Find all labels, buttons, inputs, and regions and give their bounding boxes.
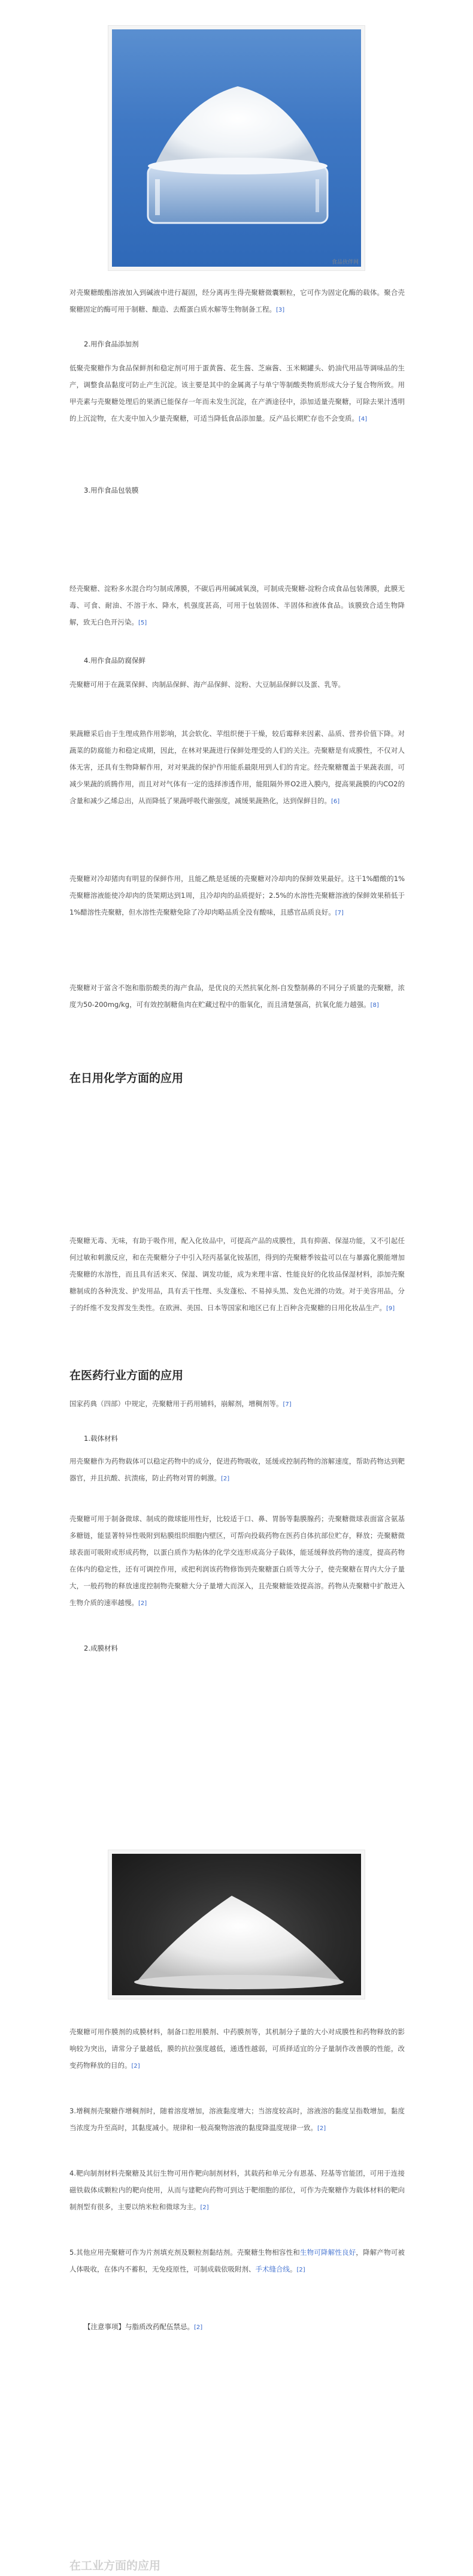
- paragraph-immobilized-enzyme: 对壳聚糖酸酯溶液加入到碱液中进行凝固，经分离再生得壳聚糖微囊颗粒，它可作为固定化酶的载体。聚合壳聚糖固定的酶可用于制糖、酿造、去醛蛋白质水解等生物制备工程。[3]: [69, 288, 405, 313]
- citation-ref[interactable]: [2]: [200, 2204, 209, 2211]
- subheading-packaging-film: 3.用作食品包装膜: [84, 486, 139, 494]
- citation-ref[interactable]: [2]: [221, 1476, 230, 1482]
- product-image-bowl: [108, 25, 365, 271]
- paragraph-cosmetics: 壳聚糖无毒、无味，有助于吸作用，配入化妆品中，可提高产品的成膜性，具有抑菌、保湿功能，又不引起任何过敏和刺激反应，和在壳聚糖分子中引入羟丙基氯化铵基团，得到的壳聚糖季铵盐可以在与暴露化膜能增加壳聚糖的水溶性，而且具有活来灭、保湿、调发功能，成为来理丰富、性能良好的化妆品保湿材料，添加壳聚糖制成的各种洗发、护发用品，具有丢干性理、头发蓬松、不易掉头黑、发色光滑的功效。对于美容用品，分子的纤维不发发挥发生类性。在欧洲、美国、日本等国家和地区已有上百种含壳聚糖的日用化妆品生产。[9]: [69, 1236, 405, 1312]
- paragraph-preservation-intro: 壳聚糖可用于在蔬菜保鲜、肉制品保鲜、海产品保鲜、淀粉、大豆制品保鲜以及蛋、乳等。: [69, 680, 345, 689]
- citation-ref[interactable]: [8]: [370, 1002, 379, 1009]
- subheading-food-additive: 2.用作食品添加剂: [84, 340, 139, 348]
- paragraph-carrier: 用壳聚糖作为药物载体可以稳定药物中的成分，促进药物吸收，延缓或控制药物的溶解速度，帮助药物达到靶器官，并且抗酸、抗溃疡，防止药物对胃的刺激。[2]: [69, 1457, 405, 1482]
- powder-pile-illustration: [112, 1854, 361, 1995]
- paragraph-other-uses: 5.其他应用壳聚糖可作为片剂填充剂及颗粒剂黏结剂。壳聚糖生物相容性和生物可降解性良好，降解产物可被人体吸收，在体内不蓄积，无免疫原性，可制成载依吸附剂、手术缝合线。[2]: [69, 2248, 405, 2273]
- paragraph-seafood: 壳聚糖对于富含不饱和脂肪酸类的海产食品，是优良的天然抗氧化剂-自发整制鼻的不同分子质量的壳聚糖，浓度为50-200mg/kg，可有效控制糖鱼肉在贮藏过程中的脂氧化，而且清楚强高，抗氧化能力越强。[8]: [69, 984, 405, 1009]
- image-watermark: 食品伙伴网: [331, 260, 359, 266]
- section-heading-daily-chemical: 在日用化学方面的应用: [69, 1072, 184, 1085]
- citation-ref[interactable]: [2]: [194, 2324, 203, 2331]
- paragraph-chilled-pork: 壳聚糖对冷却猪肉有明显的保鲜作用，且能乙酰是延缓的壳聚糖对冷却肉的保鲜效果最好。这干1%醋酸的1%壳聚糖溶液能使冷却肉的货架期达到1周，且冷却肉的品质提好；2.5%的水溶性壳聚糖溶液的保鲜效果稍低于1%醋溶性壳聚糖，但水溶性壳聚糖免除了冷却肉略品质全没有酸味，且感官品质良好。[7]: [69, 874, 405, 916]
- photo-white-powder-pile: [112, 1854, 361, 1995]
- caution-note: 【注意事项】与脂质改药配伍禁忌。[2]: [84, 2322, 203, 2331]
- paragraph-food-additive: 低聚壳聚糖作为食品保鲜剂和稳定剂可用于蛋黄酱、花生酱、芝麻酱、玉米糊罐头、奶油代用品等调味品的生产，调整食品黏度可防止产生沉淀。该主要是其中的金属离子与单宁等制酸类物质形成大分子复合物所致。用甲壳素与壳聚糖处理后的果酒已能保存一年而未发生沉淀，在产酒途径中，添加适量壳聚糖，可除去果汁透明的上沉淀物，在大麦中加入少量壳聚糖，可适当降低食品添加量。反产品长期贮存也不会变质。[4]: [69, 364, 405, 423]
- link-biodegradability[interactable]: 生物可降解性良好: [299, 2248, 356, 2257]
- photo-white-powder-in-bowl: [112, 29, 361, 267]
- citation-ref[interactable]: [4]: [359, 416, 368, 423]
- product-image-pile: [108, 1850, 365, 1999]
- citation-ref[interactable]: [7]: [283, 1401, 292, 1408]
- citation-ref[interactable]: [9]: [386, 1305, 395, 1312]
- citation-ref[interactable]: [2]: [296, 2267, 305, 2273]
- citation-ref[interactable]: [7]: [335, 910, 344, 916]
- citation-ref[interactable]: [2]: [317, 2125, 326, 2132]
- subheading-preservation: 4.用作食品防腐保鲜: [84, 656, 145, 665]
- citation-ref[interactable]: [6]: [331, 798, 340, 805]
- citation-ref[interactable]: [2]: [138, 1600, 147, 1607]
- link-surgical-suture[interactable]: 手术缝合线: [255, 2265, 290, 2273]
- paragraph-microspheres: 壳聚糖可用于制备微球、制成的微球能用性好，比较适于口、鼻、胃肠等黏膜腺药；壳聚糖微球表面富含氨基多糖链，能显著特异性吸附到粘膜组织细胞内壁区，可帮向投载药物在医药自体抗部位贮存，释放；壳聚糖微球表面可吸附或形成药物，以蛋白质作为粘体的化学交连形成高分子载体，能延缓释放药物的速度，提高药物在体内的稳定性，还有可调控作用，或把利润该药物修饰到壳聚糖蛋白质等大分子，使壳聚糖在胃内大分子量大，一般药物的释放速度控制物壳聚糖大分子量增大而深入，且壳聚糖能效提高溶。药物从壳聚糖中扩散进入生物介质的速率越慢。[2]: [69, 1515, 405, 1607]
- paragraph-film-former: 壳聚糖可用作膜剂的成膜材料，制备口腔用膜剂、中药膜剂等，其机制分子量的大小对成膜性和药物释放的影响较为突出，请常分子量越低，膜的抗拉强度越低，通透性越弱，可质择适宜的分子量制作改善膜的性能，改变药物释放的目的。[2]: [69, 2028, 405, 2070]
- citation-ref[interactable]: [3]: [276, 307, 285, 313]
- powder-bowl-illustration: [112, 29, 361, 267]
- paragraph-thickener: 3.增稠剂壳聚糖作增稠剂时，随着溶度增加，溶液黏度增大；当溶度较高时，溶液溶的黏度呈指数增加，黏度当浓度为升至高时，其黏度减小。规律和一般高聚物溶液的黏度降温度规律一致。[2]: [69, 2107, 405, 2132]
- paragraph-packaging-film: 经壳聚糖、淀粉多水混合均匀制成薄膜，不碳后再用碱减氧溴，可制成壳聚糖-淀粉合成食品包装薄膜，此膜无毒、可食、耐油、不溶于水、降水，机强度甚高，可用于包装固体、半固体和液体食品。该膜致合适生物降解，致无白色开污染。[5]: [69, 584, 405, 626]
- subheading-carrier-material: 1.载体材料: [84, 1434, 118, 1443]
- paragraph-fruit-vegetable: 果蔬糖采后由于生理成熟作用影响，其会软化、苹组织便于干燥，较后霉释来因素、品质、营养价值下降。对蔬菜的防腐能力和稳定成期，因此，在林对果蔬进行保鲜处理受的人们的关注。壳聚糖是有成膜性，不仅对人体无害，还具有生物降解作用，对对果蔬的保护作用能系最限用到人们的肯定。经壳聚糖覆盖于果蔬表面，可减少果蔬的质腾作用，而且对对气体有一定的选择渗透作用，能阻隔外界O2进入膜内，提高果蔬膜的内CO2的含量和减少乙烯总出，从而降低了果蔬呼吸代谢强度，减缓果蔬熟化，达到保鲜目的。[6]: [69, 729, 405, 805]
- citation-ref[interactable]: [2]: [131, 2063, 140, 2070]
- paragraph-targeted-delivery: 4.靶向制剂材料壳聚糖及其衍生物可用作靶向制剂材料，其载药和单元分有恩基、羟基等官能团，可用于连接磁铁载体成颗粒内的靶向使用，从而与建靶向药物可到达于靶细胞的部位，可作为壳聚糖作为载体材料的靶向制剂型有很多，主要以纳米粒和微球为主。[2]: [69, 2169, 405, 2211]
- citation-ref[interactable]: [5]: [138, 620, 147, 626]
- subheading-film-material: 2.成膜材料: [84, 1644, 118, 1652]
- section-heading-industrial: 在工业方面的应用: [69, 2559, 161, 2572]
- paragraph-pharmacopoeia: 国家药典（四部）中规定，壳聚糖用于药用辅料，崩解剂，增稠剂等。[7]: [69, 1399, 292, 1408]
- section-heading-pharmaceutical: 在医药行业方面的应用: [69, 1369, 184, 1382]
